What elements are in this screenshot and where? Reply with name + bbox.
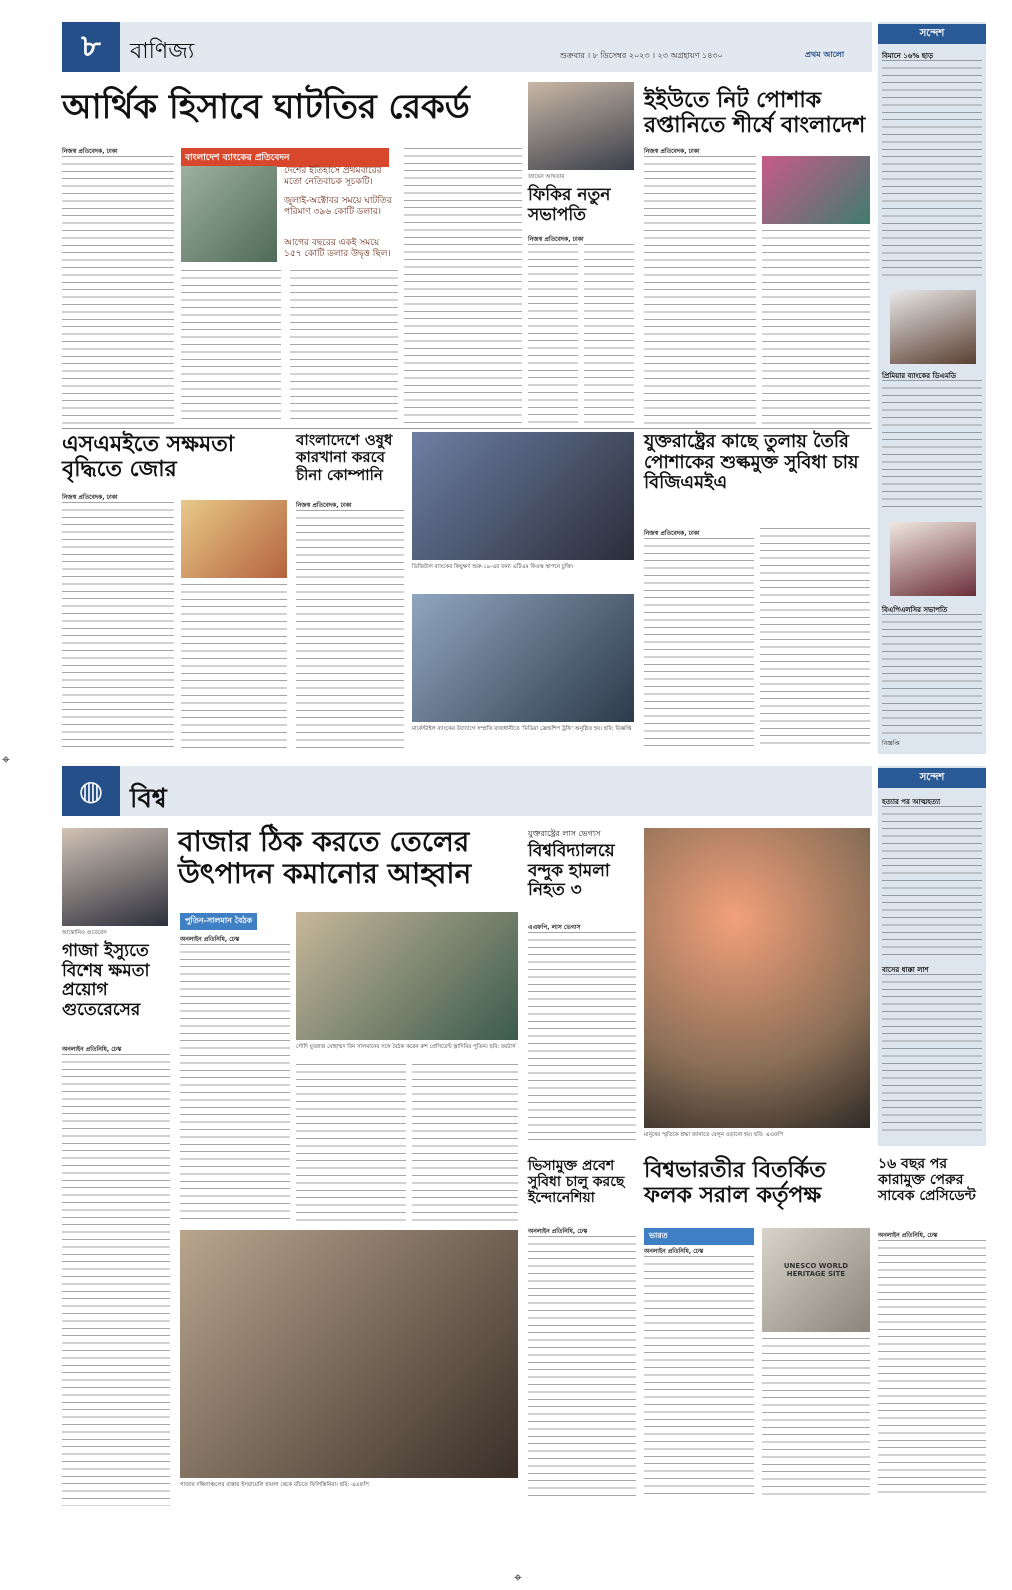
eu-body-b xyxy=(762,230,870,424)
visa-credit: অনলাইন প্রতিনিধি, ঢেস্ক xyxy=(528,1228,588,1235)
sidebar-1-item-1-title: বিমানে ১৬% ছাড় xyxy=(882,52,934,60)
gaza-photo-caption: গাজার দক্ষিণাঞ্চলের রাস্তায় ইসরায়েলি হামলা থেকে বাঁচতে ফিলিস্তিনিরা। ছবি: এএফপি xyxy=(180,1482,369,1488)
balloons-caption: মানুষের স্মৃতিকে শ্রদ্ধা জানাতে বেলুন ওড়ানো হয়। ছবি: এএফপি xyxy=(644,1132,784,1138)
guterres-credit: অনলাইন প্রতিনিধি, ঢেস্ক xyxy=(62,1046,122,1053)
sme-illustration xyxy=(181,500,287,578)
globe-icon: ◍ xyxy=(62,766,120,816)
sidebar-1-header: সন্দেশ xyxy=(878,24,986,44)
fikir-headline: ফিকির নতুন সভাপতি xyxy=(528,185,611,225)
visva-body-a xyxy=(644,1256,754,1496)
fikir-body-a xyxy=(528,244,578,424)
visa-body xyxy=(528,1236,636,1496)
sidebar-1-item-1-body xyxy=(882,60,982,282)
eu-headline: ইইউতে নিট পোশাক রপ্তানিতে শীর্ষে বাংলাদেশ xyxy=(644,88,866,139)
pharma-credit: নিজস্ব প্রতিবেদক, ঢাকা xyxy=(296,502,352,509)
visva-credit: অনলাইন প্রতিনিধি, ঢেস্ক xyxy=(644,1248,704,1255)
lead-body-col2 xyxy=(181,270,281,424)
section-title: বাণিজ্য xyxy=(130,39,195,64)
event-photo-1 xyxy=(412,432,634,560)
bgmea-credit: নিজস্ব প্রতিবেদক, ঢাকা xyxy=(644,530,700,537)
peru-body xyxy=(878,1240,986,1496)
lasvegas-credit: এএফপি, লাস ভেগাস xyxy=(528,924,581,931)
sidebar-1-item-2-title: প্রিমিয়ার ব্যাংকের ডিএমডি xyxy=(882,372,957,380)
bgmea-body-a xyxy=(644,538,754,748)
lead-body-col4 xyxy=(404,148,522,424)
bank-report-bar: বাংলাদেশ ব্যাংকের প্রতিবেদন xyxy=(181,148,389,167)
sidebar-1-item-2-body xyxy=(882,380,982,510)
lead-body-col3 xyxy=(290,270,398,424)
fikir-credit: নিজস্ব প্রতিবেদক, ঢাকা xyxy=(528,236,584,243)
event-photo-2 xyxy=(412,594,634,722)
oil-headline: বাজার ঠিক করতে তেলের উৎপাদন কমানোর আহ্বান xyxy=(178,825,472,891)
section-2-title: বিশ্ব xyxy=(130,784,167,814)
sme-credit: নিজস্ব প্রতিবেদক, ঢাকা xyxy=(62,494,118,501)
lead-credit: নিজস্ব প্রতিবেদক, ঢাকা xyxy=(62,148,118,155)
visva-body-b xyxy=(762,1338,870,1496)
fikir-photo-caption: জাভেদ আখতার xyxy=(528,174,565,180)
lead-quote-2: জুলাই-অক্টোবর সময়ে ঘাটতির পরিমাণ ৩৯৬ কোটি ডলার। xyxy=(284,196,392,218)
eu-body-a xyxy=(644,156,756,424)
lasvegas-body xyxy=(528,932,636,1144)
pharma-headline: বাংলাদেশে ওষুধ কারখানা করবে চীনা কোম্পানি xyxy=(296,431,393,484)
premier-dmd-photo xyxy=(890,290,976,364)
bgmea-headline: যুক্তরাষ্ট্রের কাছে তুলায় তৈরি পোশাকের শুল্কমুক্ত সুবিধা চায় বিজিএমইএ xyxy=(644,431,859,494)
lead-quote-3: আগের বছরের একই সময়ে ১৫৭ কোটি ডলার উদ্বৃত্ত ছিল। xyxy=(284,238,391,260)
lead-headline: আর্থিক হিসাবে ঘাটতির রেকর্ড xyxy=(62,87,470,127)
pharma-body xyxy=(296,510,404,748)
bank-logo-photo xyxy=(181,166,277,262)
peru-credit: অনলাইন প্রতিনিধি, ঢেস্ক xyxy=(878,1232,938,1239)
lasvegas-headline: বিশ্ববিদ্যালয়ে বন্দুক হামলা নিহত ৩ xyxy=(528,841,615,901)
masthead-paper: প্রথম আলো xyxy=(805,50,845,59)
sidebar-2-header: সন্দেশ xyxy=(878,768,986,788)
sme-body-a xyxy=(62,502,174,748)
lead-quote-1: দেশের ইতিহাসে প্রথমবারের মতো নেতিবাচক সূচকটি। xyxy=(284,166,382,188)
oil-photo-caption: সৌদি যুবরাজ মোহাম্মদ বিন সালমানের সঙ্গে বৈঠক করেন রুশ প্রেসিডেন্ট ভ্লাদিমির পুতিন। ছবি: রয়টার্স xyxy=(296,1044,516,1050)
eu-credit: নিজস্ব প্রতিবেদক, ঢাকা xyxy=(644,148,700,155)
registration-mark-bottom: ⌖ xyxy=(514,1570,522,1586)
sidebar-1-item-3-body xyxy=(882,614,982,734)
unesco-plaque-photo xyxy=(762,1228,870,1332)
sme-headline: এসএমইতে সক্ষমতা বৃদ্ধিতে জোর xyxy=(62,432,235,483)
guterres-body xyxy=(62,1054,170,1506)
sidebar-2-item-2-body xyxy=(882,974,982,1134)
oil-body-a xyxy=(180,944,290,1224)
event-photo-2-caption: মার্কেন্টাইল ব্যাংকের উদ্যোগে সম্প্রতি রাজধানীতে ‘মিডিয়া ফ্রেন্ডশিপ ট্রফি’ অনুষ্ঠিত হয়। ছবি: বিজ্ঞপ্তি xyxy=(412,726,632,732)
sidebar-1-item-3-title: বিএপিএলসির সভাপতি xyxy=(882,606,948,614)
oil-tag: পুতিন-সালমান বৈঠক xyxy=(180,913,257,930)
javed-akhtar-photo xyxy=(528,82,634,170)
fikir-body-b xyxy=(584,244,634,424)
section-2-header-band xyxy=(62,766,872,816)
lasvegas-kicker: যুক্তরাষ্ট্রের লাস ভেগাস xyxy=(528,829,601,838)
sidebar-2-item-2-title: বাসের ধাক্কা লাশ xyxy=(882,966,929,974)
bgmea-body-b xyxy=(760,528,870,748)
page-number: ৮ xyxy=(62,22,120,72)
guterres-photo xyxy=(62,828,168,926)
divider xyxy=(62,428,872,429)
unesco-plaque-text: UNESCO WORLD HERITAGE SITE xyxy=(783,1262,849,1278)
putin-salman-photo xyxy=(296,912,518,1040)
visva-tag: ভারত xyxy=(644,1228,754,1245)
oil-body-b xyxy=(296,1064,406,1224)
oil-credit: অনলাইন প্রতিনিধি, ঢেস্ক xyxy=(180,936,240,943)
guterres-headline: গাজা ইস্যুতে বিশেষ ক্ষমতা প্রয়োগ গুতেরেসের xyxy=(62,941,150,1020)
event-photo-1-caption: ডিজিটাল ব্যাংকের কিছুক্ষণ শুরু-১৯-এর জন্য এটিএম কিওস্ক স্থাপনে চুক্তি। xyxy=(412,564,574,570)
visa-headline: ভিসামুক্ত প্রবেশ সুবিধা চালু করছে ইন্দোনেশিয়া xyxy=(528,1158,625,1207)
visva-headline: বিশ্বভারতীর বিতর্কিত ফলক সরাল কর্তৃপক্ষ xyxy=(644,1158,826,1209)
sme-body-b xyxy=(181,584,287,748)
garment-factory-photo xyxy=(762,156,870,224)
guterres-photo-caption: আন্তোনিও গুতেরেস xyxy=(62,930,107,936)
gaza-photo xyxy=(180,1230,518,1478)
sidebar-1-tag: বিজ্ঞপ্তি xyxy=(882,740,900,747)
sidebar-2-item-1-body xyxy=(882,806,982,956)
registration-mark: ⌖ xyxy=(2,752,10,768)
bapls-president-photo xyxy=(890,522,976,596)
balloons-photo xyxy=(644,828,870,1128)
date-line: শুক্রবার । ৮ ডিসেম্বর ২০২৩ । ২৩ অগ্রহায়ণ ১৪৩০ xyxy=(560,51,723,60)
sidebar-2-item-1-title: হত্যার পর আত্মহত্যা xyxy=(882,798,941,806)
oil-body-c xyxy=(412,1064,518,1224)
lead-body-col1 xyxy=(62,156,174,424)
peru-headline: ১৬ বছর পর কারামুক্ত পেরুর সাবেক প্রেসিডেন্ট xyxy=(878,1156,976,1205)
